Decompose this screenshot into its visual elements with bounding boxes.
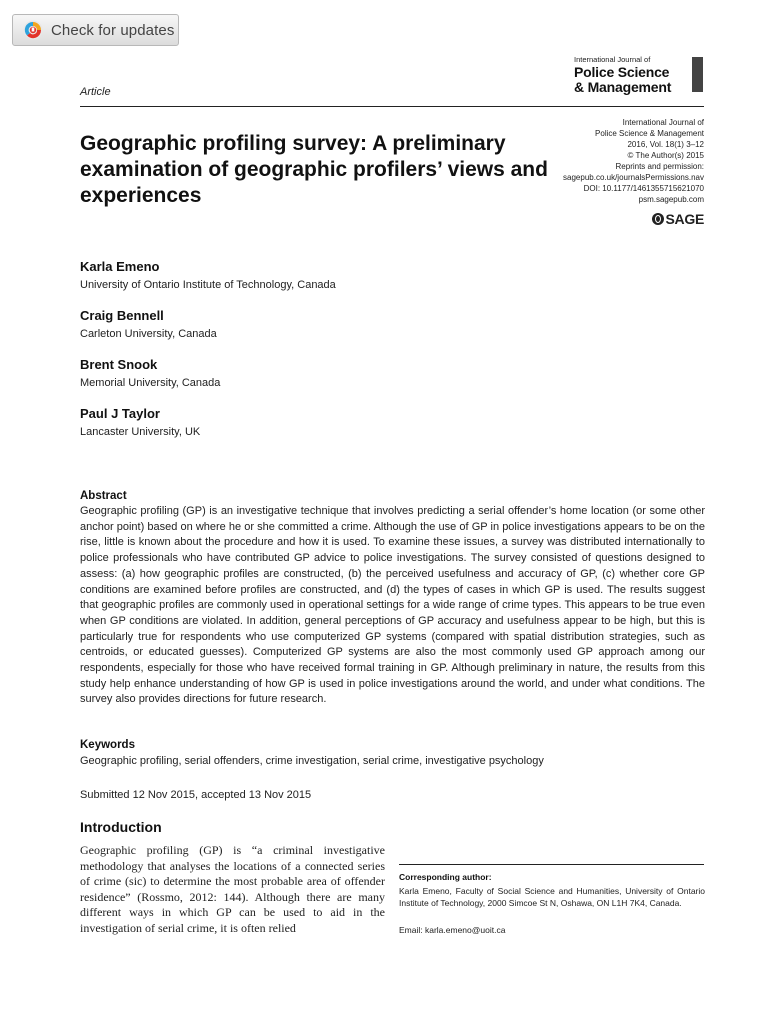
corresponding-divider (399, 864, 704, 865)
article-title: Geographic profiling survey: A preliminary examination of geographic profilers’ views and experiences (80, 132, 548, 207)
corresponding-body: Karla Emeno, Faculty of Social Science and Humanities, University of Ontario Institute of Technology, 2000 Simcoe St N, Oshawa, ON L1H 7K4, Canada. (399, 886, 705, 909)
sage-logo-icon (652, 213, 664, 225)
journal-info-line: 2016, Vol. 18(1) 3–12 (627, 140, 704, 149)
introduction-body: Geographic profiling (GP) is “a criminal investigative methodology that analyses the locations of a connected series of crime (sic) to determine the most probable area of offender residence” (Rossmo, 2012: 144). Although there are many different ways in which GP can be used to aid in the investigation of serial crime, it is often relied (80, 843, 385, 935)
author-affiliation: Carleton University, Canada (80, 328, 217, 340)
article-type-label: Article (80, 86, 111, 98)
submission-dates: Submitted 12 Nov 2015, accepted 13 Nov 2015 (80, 789, 312, 801)
check-for-updates-icon (23, 20, 43, 40)
publisher-logo (652, 211, 704, 227)
journal-masthead-bar (692, 57, 703, 92)
journal-info-line: © The Author(s) 2015 (627, 151, 704, 160)
journal-info-line: DOI: 10.1177/1461355715621070 (583, 184, 704, 193)
author-name: Brent Snook (80, 357, 158, 372)
corresponding-heading: Corresponding author: (399, 872, 492, 882)
journal-info-line: Police Science & Management (595, 129, 704, 138)
publisher-name: SAGE (665, 211, 704, 227)
journal-info-line: psm.sagepub.com (638, 195, 704, 204)
author-name: Paul J Taylor (80, 406, 160, 421)
introduction-heading: Introduction (80, 819, 162, 835)
keywords-body: Geographic profiling, serial offenders, crime investigation, serial crime, investigative psychology (80, 755, 544, 767)
author-name: Karla Emeno (80, 259, 160, 274)
author-affiliation: University of Ontario Institute of Technology, Canada (80, 279, 336, 291)
journal-masthead-line1: Police Science (574, 64, 670, 80)
journal-masthead-line2: & Management (574, 79, 672, 95)
keywords-heading: Keywords (80, 739, 135, 751)
corresponding-email: Email: karla.emeno@uoit.ca (399, 925, 506, 935)
abstract-heading: Abstract (80, 490, 127, 502)
journal-masthead-small: International Journal of (574, 55, 651, 64)
author-affiliation: Memorial University, Canada (80, 377, 221, 389)
journal-info (484, 117, 704, 205)
check-for-updates-button[interactable] (12, 14, 179, 46)
header-divider (80, 106, 704, 107)
abstract-body: Geographic profiling (GP) is an investigative technique that involves predicting a serial offender’s home location (or some other anchor point) based on where he or she committed a crime. Although the use of GP in police investigations appears to be on the rise, little is known about the procedure and how it is used. To examine these issues, a survey was distributed internationally to police professionals who have contributed GP advice to police investigations. The survey consisted of questions designed to assess: (a) how geographic profiles are constructed, (b) the perceived usefulness and accuracy of GP, (c) whether core GP conditions are examined before profiles are constructed, and (d) the types of cases in which GP is used. The results suggest that geographic profiles are commonly used in operational settings for a wide range of crime types. This appears to be true even when GP conditions are violated. In addition, general perceptions of GP accuracy and usefulness appear to be high, but this is particularly true for respondents who use computerized GP systems (compared with spatial distribution strategies, such as centroids, or educated guesses). Computerized GP systems are also the most commonly used GP approach among our respondents, especially for those who have received formal training in GP. Although preliminary in nature, the results from this study help enhance understanding of how GP is used in police investigations around the world, and under what conditions. The survey also provides directions for future research. (80, 505, 705, 706)
journal-info-line: Reprints and permission: (615, 162, 704, 171)
journal-info-line: sagepub.co.uk/journalsPermissions.nav (563, 173, 704, 182)
author-affiliation: Lancaster University, UK (80, 426, 201, 438)
journal-info-line: International Journal of (622, 118, 704, 127)
check-for-updates-label: Check for updates (51, 21, 175, 39)
author-name: Craig Bennell (80, 308, 164, 323)
